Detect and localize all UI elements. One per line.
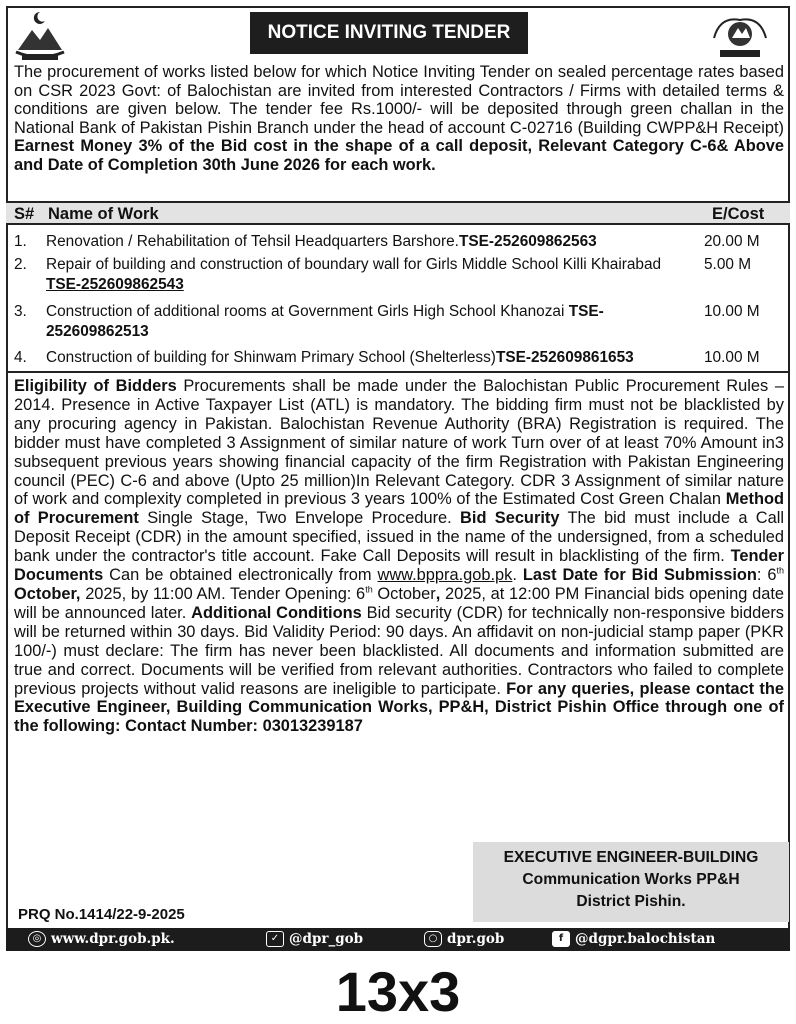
- signatory-title: EXECUTIVE ENGINEER-BUILDING: [503, 849, 759, 866]
- bppra-link[interactable]: www.bppra.gob.pk: [377, 566, 513, 585]
- footer-twitter[interactable]: ✓ @dpr_gob: [266, 931, 363, 947]
- intro-paragraph: [14, 63, 784, 175]
- balochistan-emblem-icon: [10, 8, 70, 62]
- signatory-dept: Communication Works PP&H: [522, 871, 740, 888]
- footer-instagram[interactable]: ○ dpr.gob: [424, 931, 504, 947]
- signatory-box: [473, 842, 789, 922]
- globe-icon: ◎: [28, 931, 46, 947]
- eligibility-paragraph: Eligibility of Bidders Procurements shall be made under the Balochistan Public Procurement Rules – 2014. Presence in Active Taxpayer List (ATL) is mandatory. The bidding firm must not be blacklisted by any procuring agency in Pakistan. Balochistan Revenue Authority (BRA) Registration is required. The bidder must have completed 3 Assignment of similar nature of work Turn over of at least 70% Amount in3 subsequent previous years showing financial capacity of the firm Registration with Pakistan Engineering council (PEC) C-6 and above (Upto 25 million)In Relevant Category. CDR 3 Assignment of similar nature of work and complexity completed in previous 3 years 100% of the Estimated Cost Green Chalan Method of Procurement Single Stage, Two Envelope Procedure. Bid Security The bid must include a Call Deposit Receipt (CDR) in the amount specified, issued in the name of the undersigned, from a scheduled bank under the contractor's title account. Fake Call Deposits will result in blacklisting of the firm. Tender Documents Can be obtained electronically from www.bppra.gob.pk. Last Date for Bid Submission: 6th October, 2025, by 11:00 AM. Tender Opening: 6th October, 2025, at 12:00 PM Financial bids opening date will be announced later. Additional Conditions Bid security (CDR) for technically non-responsive bidders will be returned within 30 days. Bid Validity Period: 90 days. An affidavit on non-judicial stamp paper (PKR 100/-) must declare: The firm has never been blacklisted. All documents and information submitted are true and correct. Documents will be verified from relevant authorities. Contractors who failed to complete previous projects without valid reasons are ineligible to participate. For any queries, please contact the Executive Engineer, Building Communication Works, PP&H, District Pishin Office through one of the following: Contact Number: 03013239187: [14, 377, 785, 736]
- social-footer: [6, 928, 790, 951]
- twitter-icon: ✓: [266, 931, 284, 947]
- header-cost: E/Cost: [712, 205, 765, 223]
- prq-number: PRQ No.1414/22-9-2025: [18, 906, 185, 923]
- notice-title: NOTICE INVITING TENDER: [250, 12, 528, 54]
- header-work: Name of Work: [48, 205, 159, 223]
- table-divider: [6, 371, 790, 373]
- footer-facebook[interactable]: f @dgpr.balochistan: [552, 931, 715, 947]
- intro-bold-text: Earnest Money 3% of the Bid cost in the shape of a call deposit, Relevant Category C-6& Above and Date of Completion 30th June 2026 for each work.: [14, 137, 784, 174]
- header-sn: S#: [14, 205, 35, 223]
- footer-web[interactable]: ◎ www.dpr.gob.pk.: [28, 931, 175, 947]
- intro-text: The procurement of works listed below for which Notice Inviting Tender on sealed percentage rates based on CSR 2023 Govt: of Balochistan are invited from interested Contractors / Firms with detailed terms & conditions are given below. The tender fee Rs.1000/- will be deposited through green challan in the National Bank of Pakistan Pishin Branch under the head of account C-02716 (Building CWPP&H Receipt): [14, 63, 784, 137]
- instagram-icon: ○: [424, 931, 442, 947]
- signatory-district: District Pishin.: [576, 893, 686, 910]
- table-header: [6, 201, 790, 225]
- dgpr-emblem-icon: [710, 8, 770, 62]
- ad-size-label: 13x3: [335, 960, 461, 1023]
- facebook-icon: f: [552, 931, 570, 947]
